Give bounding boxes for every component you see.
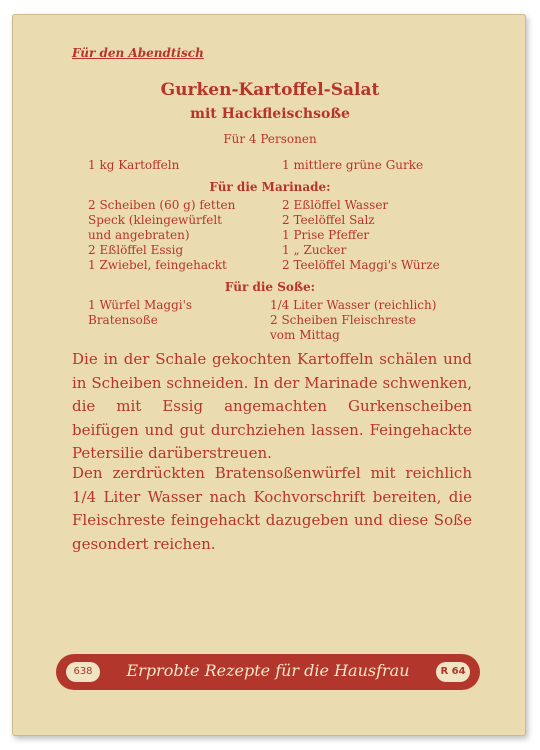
ingredient-item: 1 mittlere grüne Gurke: [282, 158, 424, 172]
sauce-item: vom Mittag: [270, 328, 340, 342]
marinade-item: 2 Scheiben (60 g) fetten: [88, 198, 236, 212]
servings: Für 4 Personen: [223, 132, 317, 146]
marinade-item: 2 Eßlöffel Wasser: [282, 198, 389, 212]
recipe-subtitle: mit Hackfleischsoße: [190, 106, 350, 122]
marinade-item: 2 Teelöffel Maggi's Würze: [282, 258, 440, 272]
recipe-title: Gurken-Kartoffel-Salat: [160, 80, 380, 100]
card-number: 638: [66, 662, 100, 682]
series-title: Erprobte Rezepte für die Hausfrau: [126, 661, 410, 680]
marinade-item: 2 Eßlöffel Essig: [88, 243, 184, 257]
card-code: R 64: [436, 662, 470, 682]
series-banner: [56, 654, 480, 690]
sauce-item: Bratensoße: [88, 313, 158, 327]
marinade-item: und angebraten): [88, 228, 190, 242]
marinade-item: 1 Prise Pfeffer: [282, 228, 370, 242]
sauce-item: 1 Würfel Maggi's: [88, 298, 193, 312]
marinade-heading: Für die Marinade:: [209, 180, 331, 194]
instruction-paragraph: Den zerdrückten Bratensoßenwürfel mit reichlich 1/4 Liter Wasser nach Kochvorschrift bereiten, die Fleischreste feingehackt dazugeben und diese Soße gesondert reichen.: [72, 464, 472, 553]
sauce-item: 2 Scheiben Fleischreste: [270, 313, 417, 327]
sauce-heading: Für die Soße:: [224, 280, 316, 294]
ingredient-item: 1 kg Kartoffeln: [88, 158, 180, 172]
marinade-item: 2 Teelöffel Salz: [282, 213, 375, 227]
sauce-item: 1/4 Liter Wasser (reichlich): [270, 298, 437, 312]
marinade-item: 1 Zwiebel, feingehackt: [88, 258, 227, 272]
section-label: Für den Abendtisch: [72, 46, 204, 60]
instruction-paragraph: Die in der Schale gekochten Kartoffeln schälen und in Scheiben schneiden. In der Marinade schwenken, die mit Essig angemachten Gurkenscheiben beifügen und gut durchziehen lassen. Feingehackte Petersilie darüberstreuen.: [72, 350, 472, 462]
marinade-item: Speck (kleingewürfelt: [88, 213, 222, 227]
marinade-item: 1 „ Zucker: [282, 243, 347, 257]
